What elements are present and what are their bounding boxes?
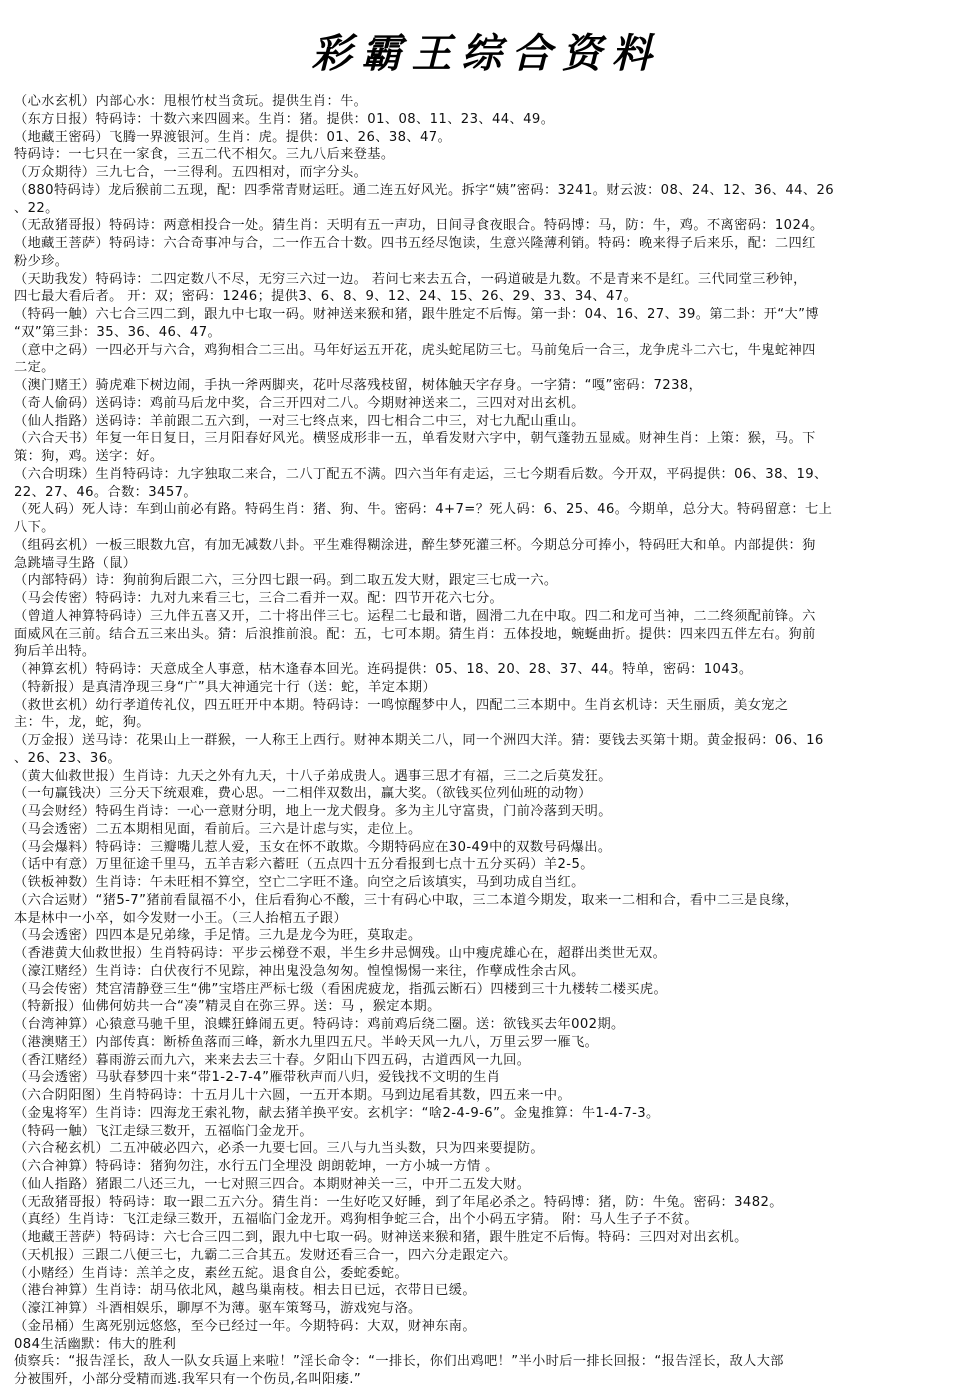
text-line: （死人码）死人诗：车到山前必有路。特码生肖：猪、狗、牛。密码：4+7=？死人码：6、25、46。今期单，总分大。特码留意：七上 bbox=[14, 502, 833, 518]
text-line: （奇人偷码）送码诗：鸡前马后龙中奖，合三开四对二八。今期财神送来二，三四对对出玄机。 bbox=[14, 395, 585, 411]
text-line: （六合运财）“猪5-7”猪前看鼠福不小，住后看狗心不酸，三十有码心中取，三二本道今期发，取来一二相和合，看中二三是良缘， bbox=[14, 892, 799, 908]
text-line: （特码一触）飞江走绿三数开，五福临门金龙开。 bbox=[14, 1123, 313, 1139]
text-line: 侦察兵：“报告淫长，敌人一队女兵逼上来啦！”淫长命令：“一排长，你们出鸡吧！”半小时后一排长回报：“报告淫长，敌人大部 bbox=[14, 1354, 784, 1370]
text-line: （港台神算）生肖诗：胡马依北风，越鸟巢南枝。相去日已远，衣带日已缓。 bbox=[14, 1283, 476, 1299]
text-line: 八下。 bbox=[14, 520, 55, 535]
text-line: 策：狗，鸡。送字：好。 bbox=[14, 449, 164, 464]
text-line: （铁板神数）生肖诗：午未旺相不算空，空亡二字旺不逢。向空之后该填实，马到功成自当红。 bbox=[14, 875, 585, 890]
text-line: （特码一触）六七合三四二到，跟九中七取一码。财神送来猴和猪，跟牛胜定不后悔。第一卦：04、16、27、39。第二卦：开“大”博 bbox=[14, 307, 819, 322]
text-line: （金鬼将军）生肖诗：四海龙王索礼物，献去猪羊换平安。玄机字：“啥2-4-9-6”。金鬼推算：牛1-4-7-3。 bbox=[14, 1105, 660, 1121]
text-line: （地藏王密码）飞腾一界渡银河。生肖：虎。提供：01、26、38、47。 bbox=[14, 129, 452, 145]
text-line: （马会爆料）特码诗：三瓣嘴儿惹人爱，玉女在怀不敢欺。今期特码应在30-49中的双数号码爆出。 bbox=[14, 839, 612, 855]
text-line: （金吊桶）生离死别远悠悠，至今已经过一年。今期特码：大双，财神东南。 bbox=[14, 1318, 476, 1334]
text-body bbox=[14, 93, 962, 1389]
text-line: （澳门赌王）骑虎难下树边闹，手执一斧两脚夹，花叶尽落残枝留，树体触天字存身。一字猜：“嘎”密码：7238， bbox=[14, 378, 703, 393]
text-line: （真经）生肖诗：飞江走绿三数开，五福临门金龙开。鸡狗相争蛇三合，出个小码五字猜。 附：马人生子子不贫。 bbox=[14, 1212, 698, 1228]
text-line: （六合秘玄机）二五冲破必四六，必杀一九要七回。三八与九当头数，只为四来要提防。 bbox=[14, 1141, 544, 1157]
text-line: 分被围歼，小部分受精而逃.我军只有一个伤员,名叫阳痿.” bbox=[14, 1372, 362, 1387]
text-line: （地藏王菩萨）特码诗：六合奇事冲与合，二一作五合十数。四书五经尽饱读，生意兴隆薄利销。特码：晚来得子后来乐，配：二四红 bbox=[14, 236, 816, 251]
text-line: （港澳赌王）内部传真：断桥鱼落而三峰，新水九里四五尺。半岭天风一九八，万里云罗一雁飞。 bbox=[14, 1034, 599, 1050]
text-line: （马会财经）特码生肖诗：一心一意财分明，地上一龙犬假身。多为主儿守富贵，门前冷落到天明。 bbox=[14, 804, 612, 819]
text-line: （香港黄大仙救世报）生肖特码诗：平步云梯登不艰，半生乡井忌惆残。山中瘦虎雄心在，超群出类世无双。 bbox=[14, 946, 667, 961]
text-line: （880特码诗）龙后猴前二五现，配：四季常青财运旺。通二连五好风光。拆字“姨”密码：3241。财云波：08、24、12、36、44、26 bbox=[14, 182, 835, 198]
text-line: 粉少珍。 bbox=[14, 253, 69, 269]
text-line: （香江赌经）暮雨游云而九六，来来去去三十春。夕阳山下四五码，古道西风一九回。 bbox=[14, 1052, 531, 1068]
text-line: （心水玄机）内部心水：甩根竹杖当贪玩。提供生肖：牛。 bbox=[14, 94, 368, 109]
text-line: （黄大仙救世报）生肖诗：九天之外有九天，十八子弟成贵人。遇事三思才有福，三二之后莫发狂。 bbox=[14, 768, 612, 784]
text-line: （曾道人神算特码诗）三九伴五喜又开，二十将出伴三七。运程二七最和谐，圆滑二九在中取。四二和龙可当神，二二终须配前锋。六 bbox=[14, 608, 816, 624]
text-line: （东方日报）特码诗：十数六来四圆来。生肖：猪。提供：01、08、11、23、44、49。 bbox=[14, 111, 555, 127]
text-line: 084生活幽默：伟大的胜利 bbox=[14, 1336, 177, 1352]
text-line: （六合神算）特码诗：猪狗勿注，水行五门全埋没 朗朗乾坤，一方小城一方情 。 bbox=[14, 1159, 499, 1174]
text-line: 特码诗：一七只在一家食，三五二代不相欠。三九八后来登基。 bbox=[14, 147, 395, 163]
text-line: （小赌经）生肖诗：羔羊之皮，素丝五紽。退食自公，委蛇委蛇。 bbox=[14, 1265, 409, 1281]
text-line: 急跳墙寻生路（鼠） bbox=[14, 555, 137, 571]
text-line: （六合明珠）生肖特码诗：九字独取二来合，二八丁配五不满。四六当年有走运，三七今期看后数。今开双，平码提供：06、38、19、 bbox=[14, 466, 828, 482]
text-line: （六合天书）年复一年日复日，三月阳春好风光。横竖成形非一五，单看发财六字中，朝气蓬勃五显威。财神生肖：上策：猴，马。下 bbox=[14, 431, 816, 447]
text-line: （地藏王菩萨）特码诗：六七合三四二到，跟九中七取一码。财神送来猴和猪，跟牛胜定不后悔。特码：三四对对出玄机。 bbox=[14, 1230, 748, 1245]
text-line: （六合阴阳图）生肖特码诗：十五月儿十六圆，一五开本期。马到边尾看其数，四五来一中。 bbox=[14, 1088, 572, 1103]
text-line: （马会透密）马驮春梦四十来“带1-2-7-4”雁带秋声而八归，爱钱找不文明的生肖 bbox=[14, 1070, 501, 1086]
text-line: 面威风在三前。结合五三来出头。猜：后浪推前浪。配：五，七可本期。猜生肖：五体投地，蜿蜒曲折。提供：四来四五伴左右。狗前 bbox=[14, 626, 816, 642]
text-line: （内部特码）诗：狗前狗后跟二六，三分四七跟一码。到二取五发大财，跟定三七成一六。 bbox=[14, 573, 558, 589]
text-line: 、22。 bbox=[14, 200, 59, 216]
text-line: （万金报）送马诗：花果山上一群猴，一人称王上西行。财神本期关二八，同一个洲四大洋。猜：要钱去买第十期。黄金报码：06、16 bbox=[14, 733, 824, 748]
text-line: （特新报）仙佛何妨共一合“凑”精灵自在弥三界。送：马 ，猴定本期。 bbox=[14, 999, 441, 1015]
text-line: 、26、23、36。 bbox=[14, 750, 122, 766]
text-line: （仙人指路）送码诗：羊前跟二五六到，一对三七终点来，四七相合二中三，对七九配山重山。 bbox=[14, 413, 585, 429]
text-line: （万众期待）三九七合，一三得利。五四相对，而字分头。 bbox=[14, 165, 368, 180]
text-line: （天机报）三跟二八便三七，九霸二三合其五。发财还看三合一，四六分走跟定六。 bbox=[14, 1247, 517, 1263]
text-line: （仙人指路）猪跟二八还三九，一七对照三四合。本期财神关一三，中开二五发大财。 bbox=[14, 1176, 531, 1192]
text-line: （意中之码）一四必开与六合，鸡狗相合二三出。马年好运五开花，虎头蛇尾防三七。马前兔后一合三，龙争虎斗二六七，牛鬼蛇神四 bbox=[14, 342, 816, 358]
text-line: 二定。 bbox=[14, 360, 55, 376]
text-line: （特新报）是真清净现三身“广”具大神通完十行（送：蛇，羊定本期） bbox=[14, 679, 437, 695]
text-line: 四七最大看后者。 开：双；密码：1246；提供3、6、8、9、12、24、15、26、29、33、34、47。 bbox=[14, 289, 638, 305]
text-line: （组码玄机）一板三眼数九宫，有加无减数八卦。平生难得糊涂进，醉生梦死灌三杯。今期总分可捧小，特码旺大和单。内部提供：狗 bbox=[14, 537, 816, 553]
text-line: （一句赢钱决）三分天下统艰难，费心思。一二相伴双数出，赢大奖。（欲钱买位列仙班的动物） bbox=[14, 786, 592, 802]
text-line: “双”第三卦：35、36、46、47。 bbox=[14, 324, 222, 340]
text-line: 本是林中一小卒，如今发财一小王。（三人抬棺五子跟） bbox=[14, 910, 348, 926]
text-line: （救世玄机）幼行孝道传礼仪，四五旺开中本期。特码诗：一鸣惊醒梦中人，四配二三本期中。生肖玄机诗：天生丽质，美女宠之 bbox=[14, 697, 789, 713]
text-line: 狗后羊出特。 bbox=[14, 644, 96, 660]
text-line: （濠江赌经）生肖诗：白伏夜行不见踪，神出鬼没急匆匆。惶惶惕惕一来往，作孽成性余古风。 bbox=[14, 963, 585, 979]
text-line: 主：牛，龙，蛇，狗。 bbox=[14, 715, 150, 731]
text-line: （马会透密）二五本期相见面，看前后。三六是计虑与实，走位上。 bbox=[14, 821, 422, 837]
text-line: 22、27、46。合数：3457。 bbox=[14, 484, 198, 500]
text-line: （马会传密）特码诗：九对九来看三七，三合二看并一双。配：四节开花六七分。 bbox=[14, 591, 504, 606]
text-line: （马会传密）梵宫清静登三生“佛”宝塔庄严标七级（看困虎疲龙，指孤云断石）四楼到三十九楼转二楼买虎。 bbox=[14, 981, 668, 997]
text-line: （无敌猪哥报）特码诗：取一跟二五六分。猜生肖：一生好吃又好睡，到了年尾必杀之。特码博：猪，防：牛兔。密码：3482。 bbox=[14, 1194, 783, 1210]
text-line: （无敌猪哥报）特码诗：两意相投合一处。猜生肖：天明有五一声功，日间寻食夜眼合。特码博：马，防：牛，鸡。不离密码：1024。 bbox=[14, 218, 824, 234]
text-line: （台湾神算）心猿意马驰千里，浪蝶狂蜂闹五更。特码诗：鸡前鸡后绕二圈。送：欲钱买去年002期。 bbox=[14, 1017, 625, 1032]
text-line: （神算玄机）特码诗：天意成全人事意，枯木逢春本回光。连码提供：05、18、20、28、37、44。特单，密码：1043。 bbox=[14, 662, 753, 677]
text-line: （话中有意）万里征途千里马，五羊吉彩六蓄旺（五点四十五分看报到七点十五分买码）羊2-5。 bbox=[14, 857, 594, 873]
text-line: （濠江神算）斗酒相娱乐，聊厚不为薄。驱车策驽马，游戏宛与洛。 bbox=[14, 1301, 422, 1316]
page-title: 彩霸王综合资料 bbox=[311, 30, 662, 77]
text-line: （马会透密）四四本是兄弟缘，手足情。三九是龙今为旺，莫取走。 bbox=[14, 928, 422, 944]
text-line: （天助我发）特码诗：二四定数八不尽，无穷三六过一边。 若问七来去五合，一码道破是九数。不是青来不是红。三代同堂三秒钟， bbox=[14, 271, 807, 287]
